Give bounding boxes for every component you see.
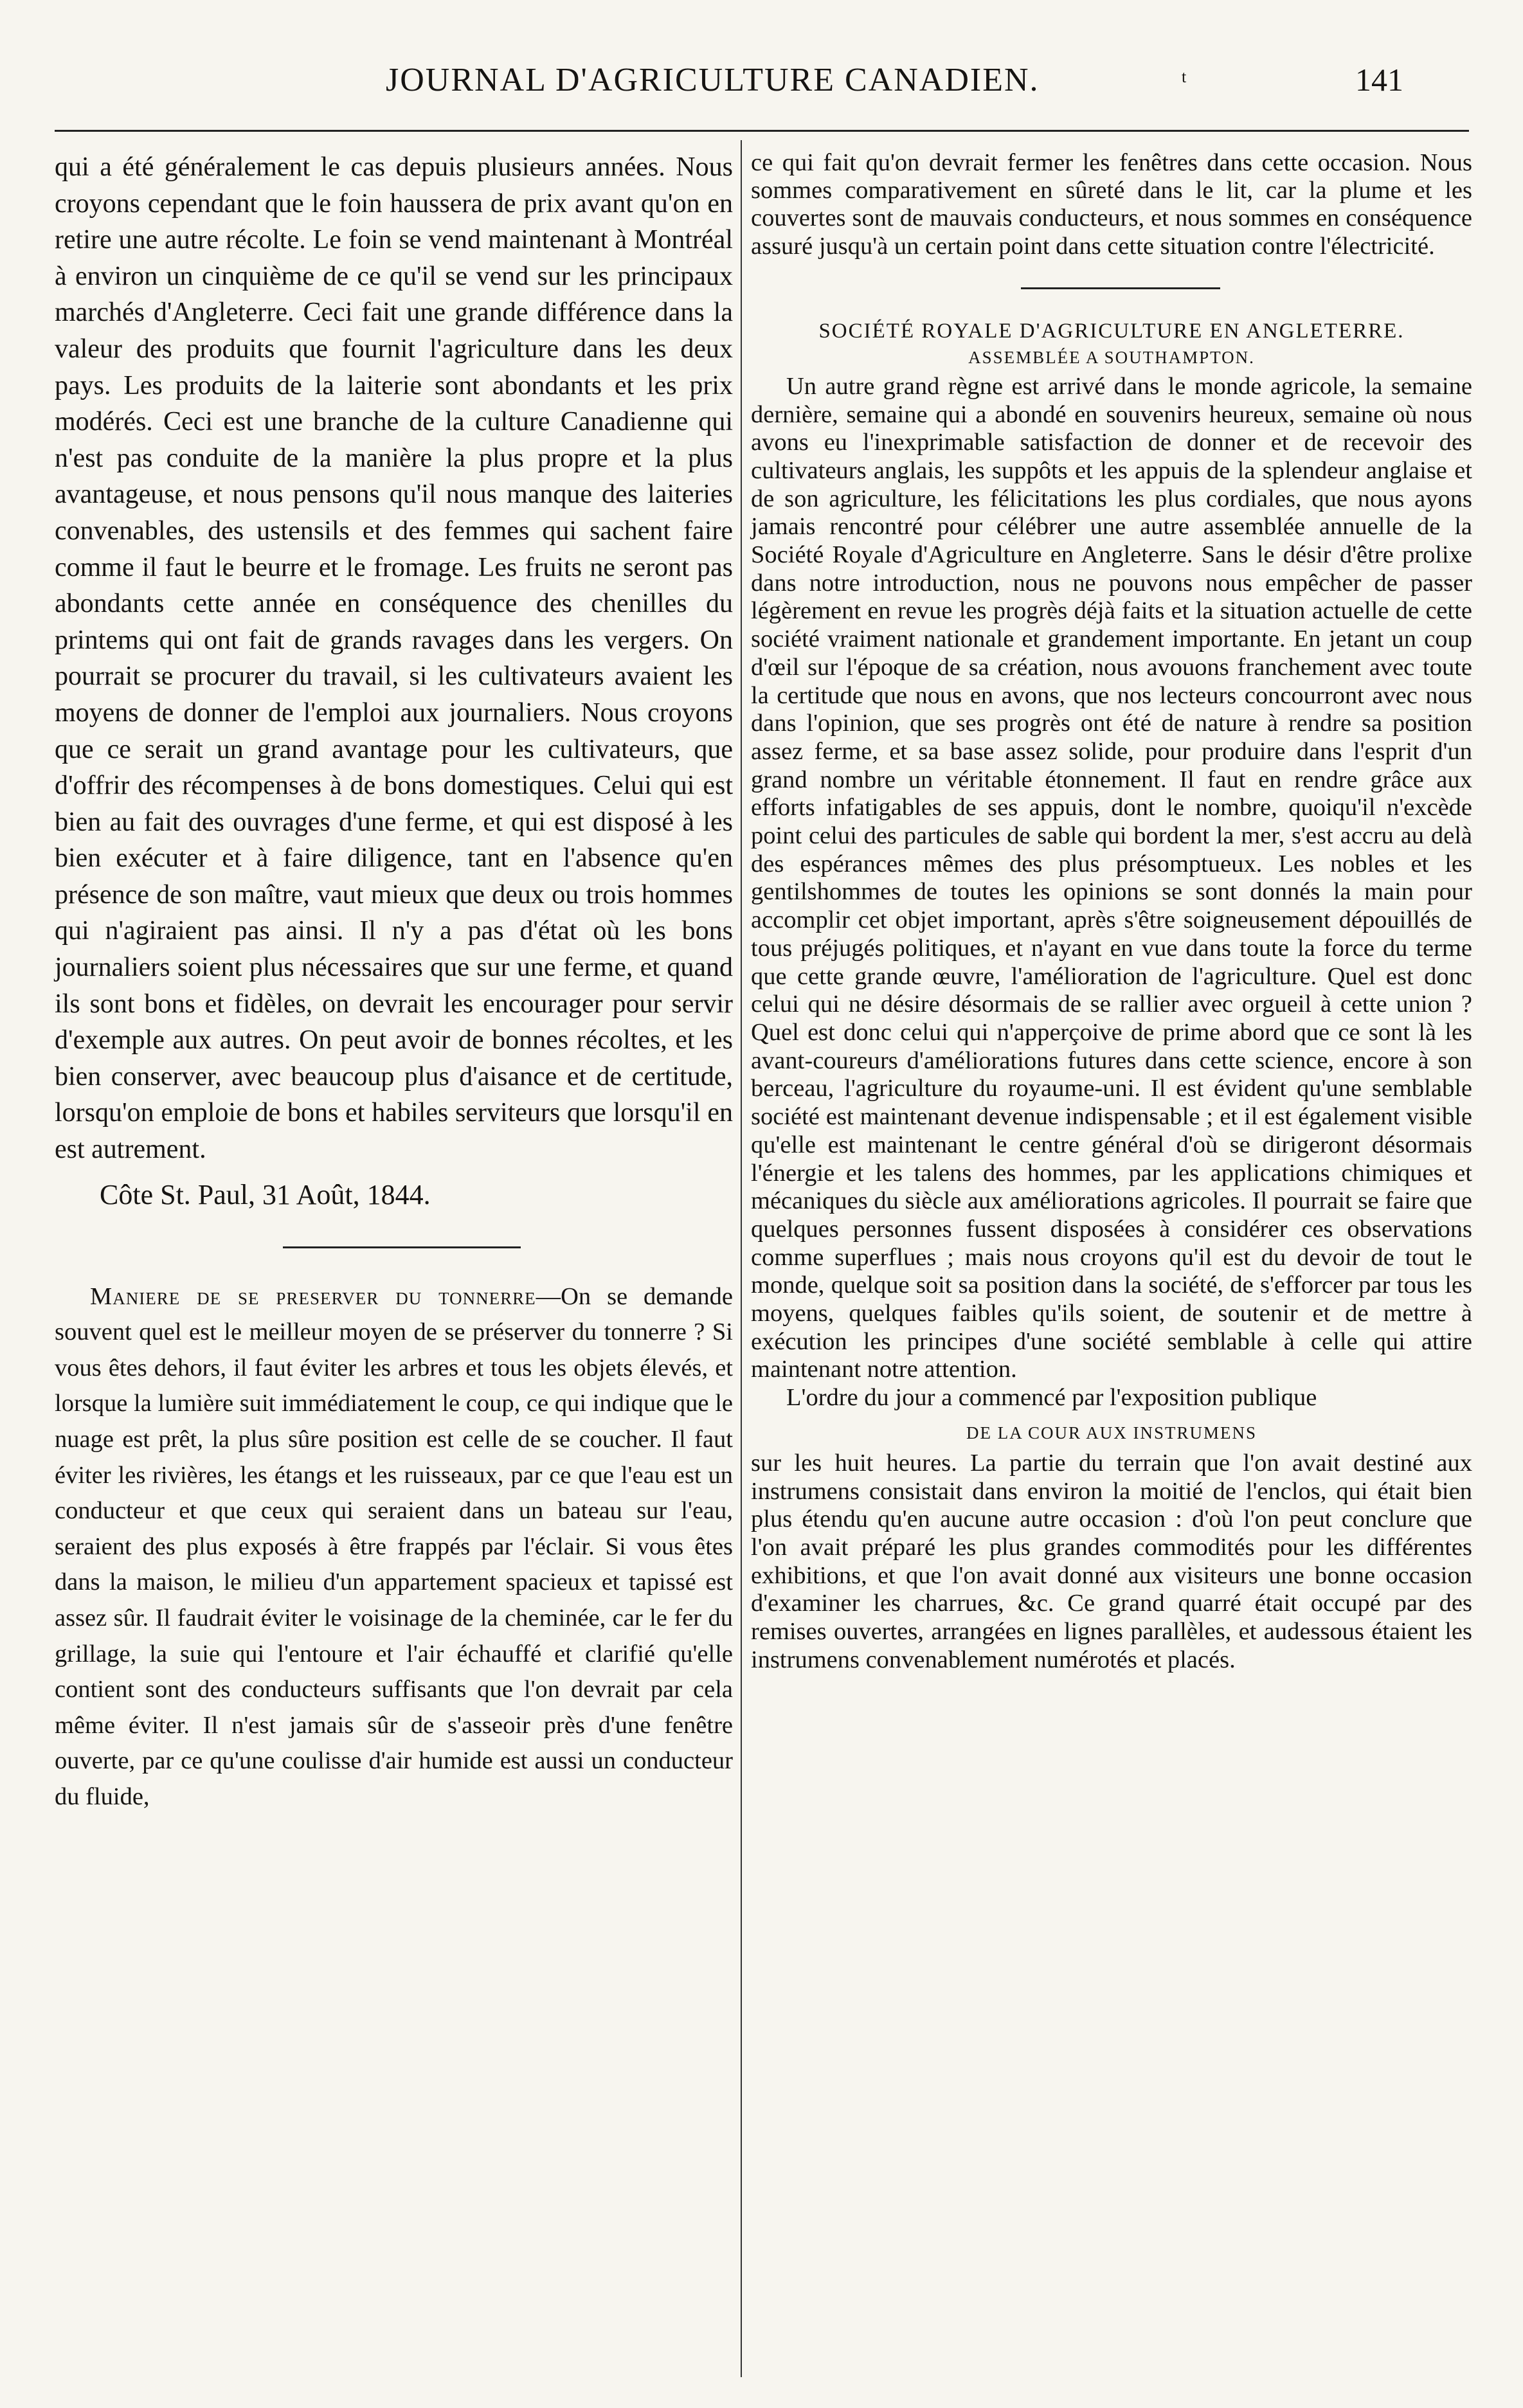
thunder-article bbox=[55, 1279, 733, 1815]
thunder-title: Maniere de se preserver du tonnerre bbox=[90, 1282, 536, 1310]
running-title: JOURNAL D'AGRICULTURE CANADIEN. bbox=[386, 62, 1040, 98]
page-header bbox=[0, 61, 1523, 112]
thunder-continued-paragraph: ce qui fait qu'on devrait fermer les fenêtres dans cette occasion. Nous sommes comparativement en sûreté dans le lit, car la plume et les couvertes sont de mauvais conducteurs, et nous sommes en conséquence assuré jusqu'à un certain point dans cette situation contre l'électricité. bbox=[751, 149, 1472, 260]
report-paragraph: qui a été généralement le cas depuis plusieurs années. Nous croyons cependant que le foin haussera de prix avant qu'on en retire une autre récolte. Le foin se vend maintenant à Montréal à environ un cinquième de ce qu'il se vend sur les principaux marchés d'Angleterre. Ceci fait une grande différence dans la valeur des produits que fournit l'agriculture dans les deux pays. Les produits de la laiterie sont abondants et les prix modérés. Ceci est une branche de la culture Canadienne qui n'est pas conduite de la manière la plus propre et la plus avantageuse, et nous pensons qu'il nous manque des laiteries convenables, des ustensils et des femmes qui sachent faire comme il faut le beurre et le fromage. Les fruits ne seront pas abondants cette année en conséquence des chenilles du printems qui ont fait de grands ravages dans les vergers. On pourrait se procurer du travail, si les cultivateurs avaient les moyens de donner de l'emploi aux journaliers. Nous croyons que ce serait un grand avantage pour les cultivateurs, que d'offrir des récompenses à de bons domestiques. Celui qui est bien au fait des ouvrages d'une ferme, et qui est disposé à les bien exécuter et à faire diligence, tant en l'absence qu'en présence de son maître, vaut mieux que deux ou trois hommes qui n'agiraient pas ainsi. Il n'y a pas d'état où les bons journaliers soient plus nécessaires que sur une ferme, et quand ils sont bons et fidèles, on devrait les encourager pour servir d'exemple aux autres. On peut avoir de bonnes récoltes, et les bien conserver, avec beaucoup plus d'aisance et de certitude, lorsqu'on emploie de bons et habiles serviteurs que lorsqu'il en est autrement. bbox=[55, 152, 733, 1165]
society-title: SOCIÉTÉ ROYALE D'AGRICULTURE EN ANGLETERRE. bbox=[818, 319, 1405, 343]
society-paragraph-2: L'ordre du jour a commencé par l'exposition publique bbox=[786, 1384, 1317, 1412]
right-column bbox=[751, 149, 1472, 1674]
signoff-line: Côte St. Paul, 31 Août, 1844. bbox=[100, 1178, 431, 1210]
page-number: 141 bbox=[1355, 62, 1403, 98]
section-rule bbox=[1021, 287, 1220, 289]
society-paragraph: Un autre grand règne est arrivé dans le monde agricole, la semaine dernière, semaine qui a abondé en souvenirs heureux, semaine où nous avons eu l'inexprimable satisfaction de donner et de recevoir des cultivateurs anglais, les suppôts et les appuis de la splendeur anglaise et de son agriculture, les félicitations les plus cordiales, que nous ayons jamais rencontré pour célébrer une autre assemblée annuelle de la Société Royale d'Agriculture en Angleterre. Sans le désir d'être prolixe dans notre introduction, nous ne pouvons nous empêcher de passer légèrement en revue les progrès déjà faits et la situation actuelle de cette société vraiment nationale et grandement importante. En jetant un coup d'œil sur l'époque de sa création, nous avouons franchement avec toute la certitude que nous en avons, que nos lecteurs concourront avec nous dans l'opinion, que ses progrès ont été de nature à rendre sa position assez ferme, et sa base assez solide, pour produire dans l'esprit d'un grand nombre un véritable étonnement. Il faut en rendre grâce aux efforts infatigables de ses appuis, dont le nombre, quoiqu'il n'excède point celui des particules de sable qui bordent la mer, s'est accru au delà des espérances mêmes des plus présomptueux. Les nobles et les gentilshommes de toutes les opinions se sont donnés la main pour accomplir cet objet important, après s'être soigneusement dépouillés de tous préjugés politiques, et n'ayant en vue dans toute la force du terme que cette grande œuvre, l'amélioration de l'agriculture. Quel est donc celui qui ne désire désormais de se rallier avec orgueil à cette union ? Quel est donc celui qui n'apperçoive de prime abord que ce sont là les avant-coureurs d'améliorations futures dans cette science, encore à son berceau, l'agriculture du royaume-uni. Il est évident qu'une semblable société est maintenant devenue indispensable ; et il est également visible qu'elle est maintenant le centre général d'où se dirigeront désormais l'énergie et les talens des hommes, par les applications chimiques et mécaniques du siècle aux améliorations agricoles. Il pourrait se faire que quelques personnes fussent disposées à considérer ces observations comme superflues ; mais nous croyons qu'il est du devoir de tout le monde, quelque soit sa position dans la société, de s'efforcer par tous les moyens, quelques faibles qu'ils soient, de soutenir et de mettre à exécution les principes d'une société semblable à celle qui attire maintenant notre attention. bbox=[751, 372, 1472, 1383]
court-subtitle: DE LA COUR AUX INSTRUMENS bbox=[966, 1423, 1257, 1442]
section-rule bbox=[283, 1246, 521, 1248]
court-paragraph: sur les huit heures. La partie du terrain que l'on avait destiné aux instrumens consistait dans environ la moitié de l'enclos, qui était bien plus étendu qu'en aucune autre occasion : d'où l'on peut conclure que l'on avait préparé les plus grandes commodités pour les différentes exhibitions, et que l'on avait donné aux visiteurs une bonne occasion d'examiner les charrues, &c. Ce grand quarré était occupé par des remises ouvertes, arrangées en lignes parallèles, et audessous étaient les instrumens convenablement numérotés et placés. bbox=[751, 1449, 1472, 1673]
column-divider bbox=[741, 140, 742, 2377]
thunder-paragraph: —On se demande souvent quel est le meilleur moyen de se préserver du tonnerre ? Si vous êtes dehors, il faut éviter les arbres et tous les objets élevés, et lorsque la lumière suit immédiatement le coup, ce qui indique que le nuage est prêt, la plus sûre position est celle de se coucher. Il faut éviter les rivières, les étangs et les ruisseaux, par ce que l'eau est un conducteur et que ceux qui seraient dans un bateau sur l'eau, seraient des plus exposés à être frappés par l'éclair. Si vous êtes dans la maison, le milieu d'un appartement spacieux et tapissé est assez sûr. Il faudrait éviter le voisinage de la cheminée, car le fer du grillage, la suie qui l'entoure et l'air échauffé et clarifié qu'elle contient sont des conducteurs suffisants que l'on devrait par cela même éviter. Il n'est jamais sûr de s'asseoir près d'une fenêtre ouverte, par ce qu'une coulisse d'air humide est aussi un conducteur du fluide, bbox=[55, 1282, 733, 1810]
header-rule bbox=[55, 130, 1469, 132]
society-subtitle: ASSEMBLÉE A SOUTHAMPTON. bbox=[968, 347, 1255, 367]
corner-mark: t bbox=[1182, 67, 1187, 86]
left-column bbox=[55, 149, 733, 1815]
